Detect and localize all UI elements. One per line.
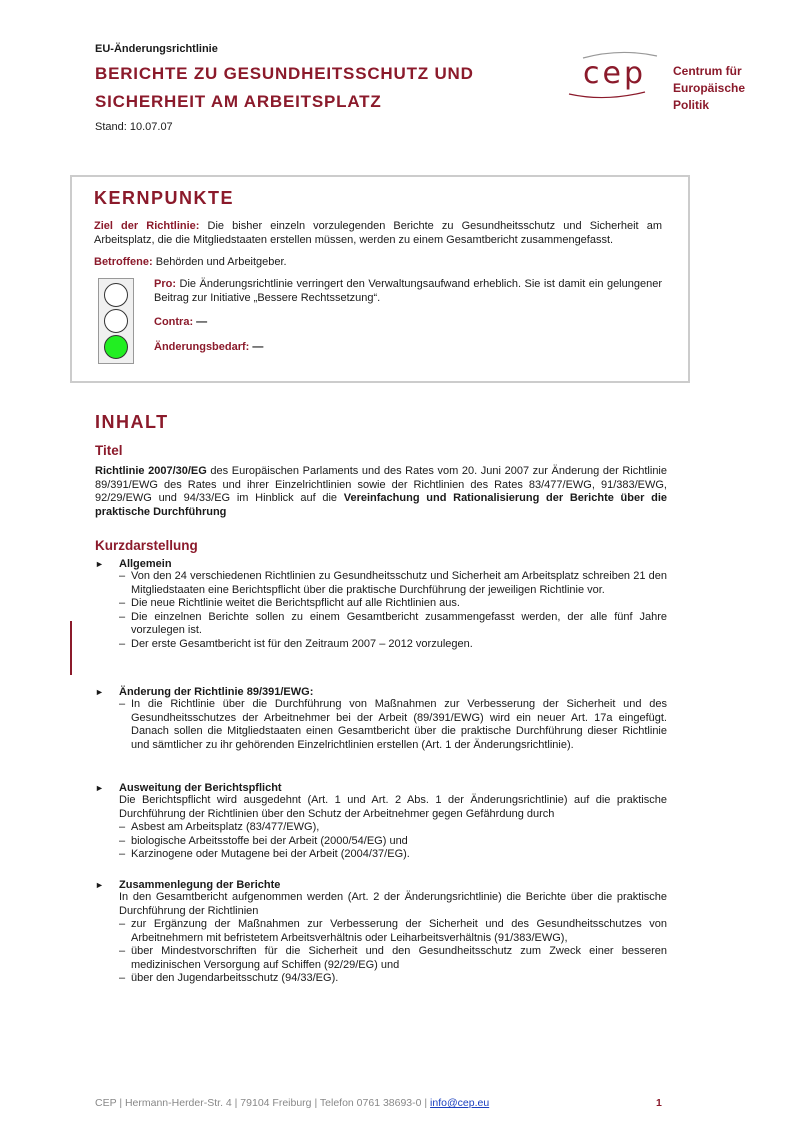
bedarf-label: Änderungsbedarf: bbox=[154, 341, 250, 353]
pro-paragraph bbox=[154, 278, 662, 305]
betroffene-paragraph bbox=[94, 256, 662, 270]
list-item: – In die Richtlinie über die Durchführung von Maßnahmen zur Verbesserung der Sicherheit und des Gesundheitsschutzes der Arbeitnehmer bei der Arbeit (89/391/EWG) wird ein neuer Art. 17a eingefügt. Danach sollen die Mitgliedstaaten einen Gesamtbericht über die praktische Durchführung dieser Richtlinie und sämtlicher zu ihr gehörenden Einzelrichtlinien erstellen (Art. 1 der Änderungsrichtlinie). bbox=[119, 698, 667, 752]
list-item: – Die neue Richtlinie weitet die Berichtspflicht auf alle Richtlinien aus. bbox=[119, 597, 667, 611]
list-item: – Die einzelnen Berichte sollen zu einem Gesamtbericht zusammengefasst werden, der alle fünf Jahre vorzulegen ist. bbox=[119, 611, 667, 638]
org-line-3: Politik bbox=[673, 98, 710, 112]
kurzdarstellung-heading: Kurzdarstellung bbox=[95, 538, 198, 553]
inhalt-heading: INHALT bbox=[95, 412, 169, 432]
traffic-light-middle-icon bbox=[104, 309, 128, 333]
title-line-1: BERICHTE ZU GESUNDHEITSSCHUTZ UND bbox=[95, 64, 474, 83]
org-name bbox=[673, 63, 745, 114]
section-title: Zusammenlegung der Berichte bbox=[119, 879, 281, 891]
footer-address: CEP | Hermann-Herder-Str. 4 | 79104 Freiburg | Telefon 0761 38693-0 | bbox=[95, 1097, 428, 1109]
titel-paragraph bbox=[95, 465, 667, 519]
list-item: – über den Jugendarbeitsschutz (94/33/EG). bbox=[119, 972, 667, 986]
section-list bbox=[119, 821, 667, 862]
kurz-section-allgemein bbox=[95, 558, 667, 651]
kurz-section-ausweitung bbox=[95, 782, 667, 862]
page-number: 1 bbox=[656, 1097, 662, 1109]
traffic-light bbox=[98, 278, 134, 364]
titel-directive-number: Richtlinie 2007/30/EG bbox=[95, 465, 207, 477]
section-intro: In den Gesamtbericht aufgenommen werden (Art. 2 der Änderungsrichtlinie) die Berichte über die praktische Durchführung der Richtlinien bbox=[119, 891, 667, 917]
margin-marker bbox=[70, 621, 72, 675]
cep-logo bbox=[565, 50, 665, 102]
list-item: – zur Ergänzung der Maßnahmen zur Verbesserung der Sicherheit und des Gesundheitsschutzes von Arbeitnehmern mit befristetem Arbeitsverhältnis oder Leiharbeitsverhältnis (91/383/EWG), bbox=[119, 918, 667, 945]
contra-paragraph bbox=[154, 316, 662, 330]
ziel-label: Ziel der Richtlinie: bbox=[94, 220, 200, 232]
ziel-text: Die bisher einzeln vorzulegenden Berichte zu Gesundheitsschutz und Sicherheit am Arbeitsplatz, die die Mitgliedstaaten erstellen müssen, werden zu einem Gesamtbericht zusammengefasst. bbox=[94, 220, 662, 246]
title-line-2: SICHERHEIT AM ARBEITSPLATZ bbox=[95, 92, 382, 111]
section-title: Änderung der Richtlinie 89/391/EWG: bbox=[119, 686, 314, 698]
list-item: – Von den 24 verschiedenen Richtlinien zu Gesundheitsschutz und Sicherheit am Arbeitsplatz schreiben 21 den Mitgliedstaaten eine Berichtspflicht über die praktische Durchführung der jeweiligen Richtlinie vor. bbox=[119, 570, 667, 597]
footer-address-line bbox=[95, 1097, 489, 1109]
titel-text: des Europäischen Parlaments und des Rates vom 20. Juni 2007 zur Änderung der Richtlinie 89/391/EWG des Rates und ihrer Einzelrichtlinien sowie der Richtlinien des Rates 83/477/EWG, 91/383/EWG, 92/29/EWG und 94/33/EG im Hinblick auf die bbox=[95, 465, 667, 504]
kernpunkte-box bbox=[70, 175, 690, 383]
traffic-light-bottom-green-icon bbox=[104, 335, 128, 359]
contra-text: — bbox=[196, 316, 208, 328]
list-item: – über Mindestvorschriften für die Sicherheit und den Gesundheitsschutz zum Zweck einer besseren medizinischen Versorgung auf Schiffen (92/29/EG) und bbox=[119, 945, 667, 972]
list-item: – Der erste Gesamtbericht ist für den Zeitraum 2007 – 2012 vorzulegen. bbox=[119, 638, 667, 652]
list-item: – Karzinogene oder Mutagene bei der Arbeit (2004/37/EG). bbox=[119, 848, 667, 862]
bullet-arrow-icon: ► bbox=[95, 783, 104, 793]
traffic-light-top-icon bbox=[104, 283, 128, 307]
stand-date: Stand: 10.07.07 bbox=[95, 121, 173, 133]
titel-heading: Titel bbox=[95, 443, 123, 458]
document-kicker: EU-Änderungsrichtlinie bbox=[95, 43, 218, 55]
org-line-2: Europäische bbox=[673, 81, 746, 95]
kernpunkte-heading: KERNPUNKTE bbox=[94, 188, 235, 208]
list-item: – Asbest am Arbeitsplatz (83/477/EWG), bbox=[119, 821, 667, 835]
pro-text: Die Änderungsrichtlinie verringert den Verwaltungsaufwand erheblich. Sie ist damit ein gelungener Beitrag zur Initiative „Bessere Rechtssetzung“. bbox=[154, 278, 662, 304]
ziel-paragraph bbox=[94, 220, 662, 247]
footer-email-link[interactable]: info@cep.eu bbox=[430, 1097, 490, 1109]
bullet-arrow-icon: ► bbox=[95, 880, 104, 890]
betroffene-text: Behörden und Arbeitgeber. bbox=[155, 256, 287, 268]
bullet-arrow-icon: ► bbox=[95, 559, 104, 569]
contra-label: Contra: bbox=[154, 316, 194, 328]
bedarf-text: — bbox=[252, 341, 264, 353]
document-title bbox=[95, 60, 474, 116]
section-title: Ausweitung der Berichtspflicht bbox=[119, 782, 282, 794]
titel-subject: Vereinfachung und Rationalisierung der Berichte über die praktische Durchführung bbox=[95, 492, 668, 518]
pro-label: Pro: bbox=[154, 278, 176, 290]
section-list bbox=[119, 918, 667, 986]
betroffene-label: Betroffene: bbox=[94, 256, 153, 268]
org-line-1: Centrum für bbox=[673, 64, 742, 78]
section-intro: Die Berichtspflicht wird ausgedehnt (Art. 1 und Art. 2 Abs. 1 der Änderungsrichtlinie) auf die praktische Durchführung der Richtlinien über den Schutz der Arbeitnehmer gegen Gefährdung durch bbox=[119, 794, 667, 820]
bullet-arrow-icon: ► bbox=[95, 687, 104, 697]
section-list bbox=[119, 570, 667, 651]
kurz-section-zusammenlegung bbox=[95, 879, 667, 986]
kurz-section-aenderung bbox=[95, 686, 667, 752]
logo-text: cep bbox=[583, 56, 646, 91]
list-item: – biologische Arbeitsstoffe bei der Arbeit (2000/54/EG) und bbox=[119, 835, 667, 849]
bedarf-paragraph bbox=[154, 341, 662, 355]
section-title: Allgemein bbox=[119, 558, 172, 570]
section-list bbox=[119, 698, 667, 752]
